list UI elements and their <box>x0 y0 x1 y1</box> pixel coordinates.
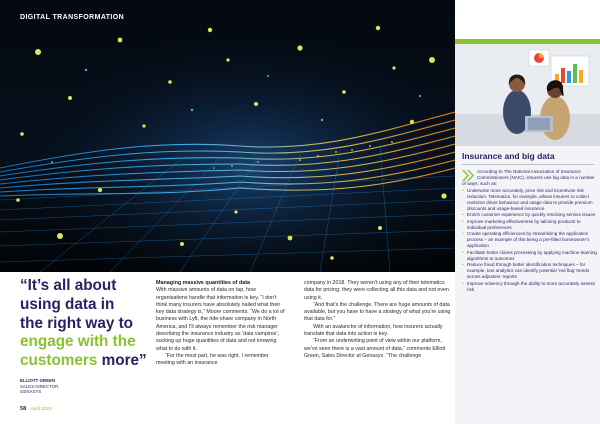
list-item: • Facilitate better claims processing by applying machine learning algorithms to outcomes <box>462 250 598 262</box>
body-paragraph: “For the most part, he was right. I remember meeting with an insurance <box>156 352 269 367</box>
sidebar-list <box>462 188 598 293</box>
list-item: • Underwrite more accurately, price risk and incentivise risk reduction. Telematics, for example, allows insurers to collect real-time driver behaviour and usage data to provide premium discounts and usage-based insurance <box>462 188 598 213</box>
section-label: DIGITAL TRANSFORMATION <box>20 14 125 21</box>
body-paragraph: “And that’s the challenge. There are huge amounts of data available, but you have to have a strategy of what you’re using that data for.” <box>304 301 451 323</box>
quote-attribution <box>20 378 59 395</box>
pull-quote-line: more” <box>97 352 147 370</box>
double-chevron-icon <box>462 170 474 181</box>
sidebar-photo <box>455 44 600 146</box>
page-number: 58 <box>20 406 27 412</box>
divider <box>462 164 594 165</box>
sidebar-body <box>462 169 598 293</box>
list-item: • Create operating efficiencies by streamlining the application process – an example of this being a pre-filled homeowner’s application <box>462 231 598 250</box>
attribution-name: ELLIOTT GREEN <box>20 378 56 383</box>
attribution-role: SALES DIRECTOR, <box>20 383 60 389</box>
pull-quote-highlight: customers <box>20 352 98 370</box>
sidebar-box <box>455 39 600 424</box>
pull-quote-line: the right way to <box>20 314 134 332</box>
list-item: • Reduce fraud through better identification techniques – for example, text analytics can identify potential ‘red flag’ trends across adjusters’ reports <box>462 262 598 281</box>
sidebar-title: Insurance and big data <box>462 151 555 161</box>
body-column-2 <box>304 280 451 360</box>
pull-quote-line: “It’s all about <box>20 277 117 294</box>
sidebar-intro: According to The National Association of Insurance Commissioners (NAIC), insurers use big data in a number of ways, such as: <box>462 169 595 187</box>
issue-date: April 2023 <box>30 407 52 412</box>
body-paragraph: With massive amounts of data on tap, how organisations handle that information is key. “I don’t think many insurers have absolutely nailed what their key data strategy is,” Moore comments. “We do a lot of business with Lyft, the ride-share company in North America, and I’ll always remember the risk manager describing the insurance industry as ‘data vampires’, sucking up huge quantities of data and not knowing what to do with it. <box>156 287 285 352</box>
list-item: • Improve marketing effectiveness by tailoring products to individual preferences <box>462 219 598 231</box>
body-column-1 <box>156 280 286 368</box>
pull-quote <box>20 277 148 371</box>
list-item: • Improve solvency through the ability to more accurately assess risk <box>462 281 598 293</box>
footer-left <box>20 406 52 412</box>
body-paragraph: “From an underwriting point of view within our platform, we’ve seen there is a vast amount of data,” comments Elliott Green, Sales Director at Genasys. “The challenge <box>304 338 446 359</box>
list-item: • Enrich customer experience by quickly resolving service issues <box>462 212 598 218</box>
hero-image <box>0 0 455 272</box>
attribution-company: GENASYS <box>20 389 42 395</box>
subheading: Managing massive quantities of data <box>156 280 251 286</box>
body-paragraph: company in 2018. They weren’t using any of their telematics data for pricing; they were collecting all this data and not even using it. <box>304 280 449 301</box>
pull-quote-highlight: engage with the <box>20 333 136 351</box>
body-paragraph: With an avalanche of information, how insurers actually translate that data into action is key. <box>304 323 443 338</box>
pull-quote-line: using data in <box>20 295 115 313</box>
